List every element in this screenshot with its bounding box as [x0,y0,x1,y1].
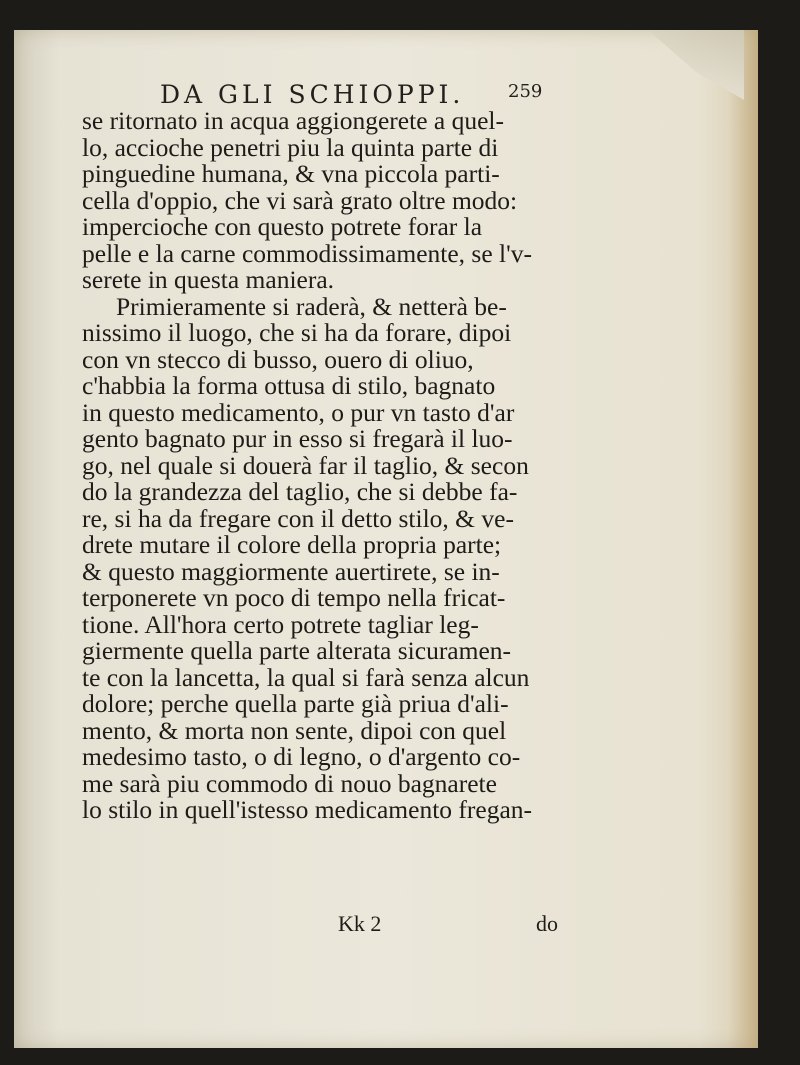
text-line: dolore; perche quella parte già priua d'ali- [82,689,509,718]
text-line: serete in questa maniera. [82,265,335,294]
text-line: pelle e la carne commodissimamente, se l'v- [82,238,532,268]
text-line: lo stilo in quell'istesso medicamento fregan- [82,795,533,824]
text-line: c'habbia la forma ottusa di stilo, bagnato [82,371,496,400]
body-text [82,108,582,824]
text-line: giermente quella parte alterata sicuramen- [82,636,512,665]
page-edge-shadow [728,30,758,1048]
text-line: te con la lancetta, la qual si farà senza alcun [82,662,530,692]
text-line: se ritornato in acqua aggiongerete a quel- [82,106,504,135]
text-line: terponerete vn poco di tempo nella fricat- [82,583,506,612]
page-number: 259 [508,81,543,102]
text-line: & questo maggiormente auertirete, se in- [82,556,500,586]
running-title: DA GLI SCHIOPPI. [160,80,465,109]
text-line: con vn stecco di busso, ouero di oliuo, [82,344,474,374]
text-line: impercioche con questo potrete forar la [82,212,483,241]
text-line: mento, & morta non sente, dipoi con quel [82,715,507,745]
text-line: lo, accioche penetri piu la quinta parte di [82,132,499,162]
text-line: me sarà piu commodo di nouo bagnarete [82,768,497,798]
text-line: re, si ha da fregare con il detto stilo, & ve- [82,503,514,533]
text-line: cella d'oppio, che vi sarà grato oltre modo: [82,185,518,215]
text-line: pinguedine humana, & vna piccola parti- [82,159,500,188]
text-line: drete mutare il colore della propria parte; [82,530,502,559]
text-line: do la grandezza del taglio, che si debbe fa- [82,477,518,506]
signature-mark: Kk 2 [338,911,382,936]
text-line: in questo medicamento, o pur vn tasto d'ar [82,397,515,427]
text-line: gento bagnato pur in esso si fregarà il luo- [82,424,513,453]
text-line: go, nel quale si douerà far il taglio, & secon [82,450,529,480]
text-line: nissimo il luogo, che si ha da forare, dipoi [82,318,512,347]
footer-line [338,911,558,937]
text-line-paragraph-start: Primieramente si raderà, & netterà be- [116,291,507,321]
catchword: do [536,911,558,936]
page-corner-damage [624,30,744,100]
text-line: tione. All'hora certo potrete tagliar leg- [82,609,479,639]
text-line: medesimo tasto, o di legno, o d'argento co- [82,742,521,771]
